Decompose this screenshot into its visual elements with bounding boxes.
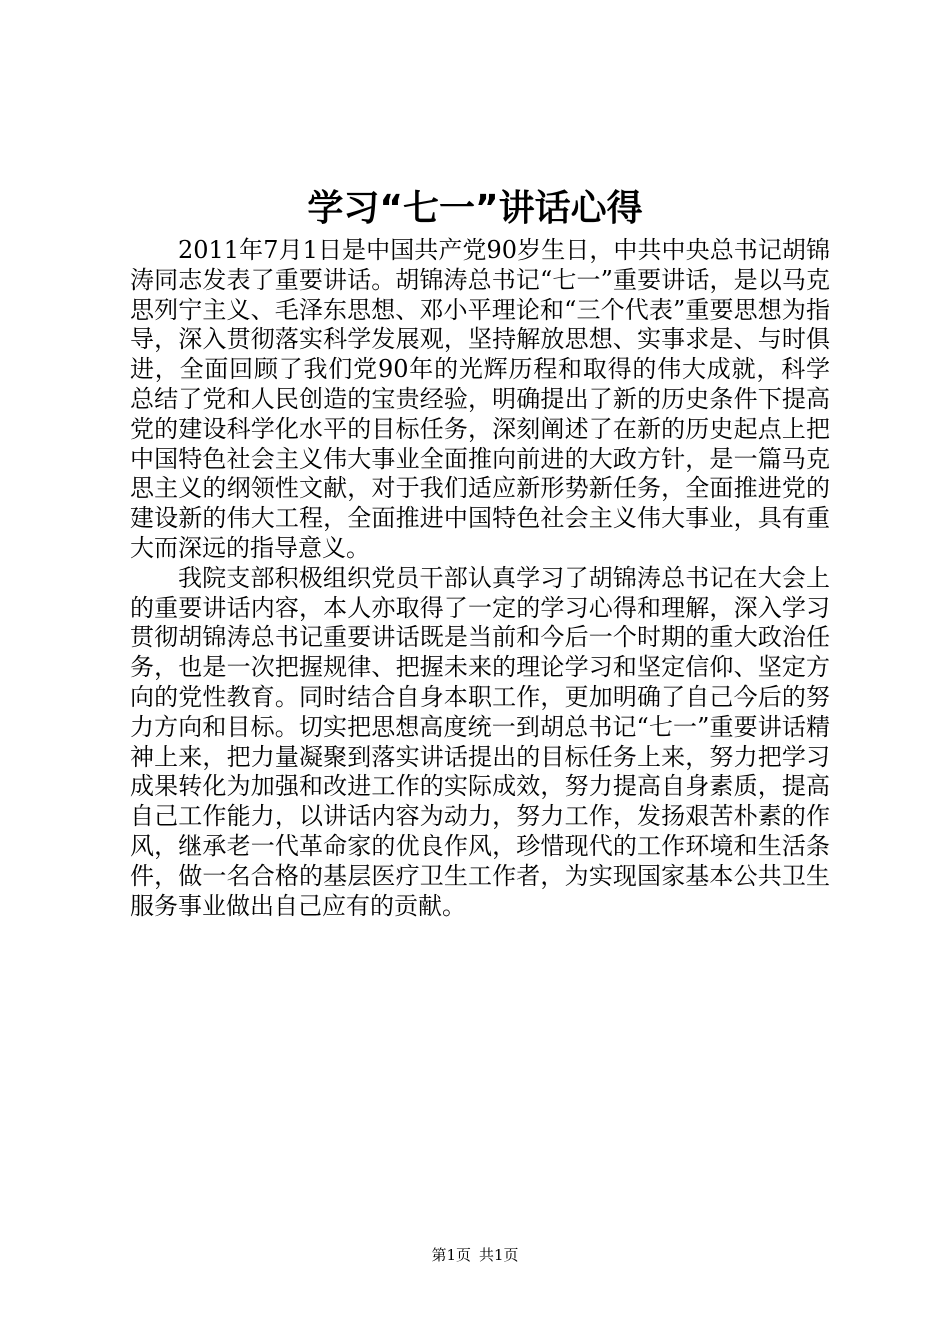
document-title: 学习“七一”讲话心得 <box>307 188 643 229</box>
page-total: 共1页 <box>479 1246 519 1264</box>
body-paragraph-2: 我院支部积极组织党员干部认真学习了胡锦涛总书记在大会上的重要讲话内容，本人亦取得了一定的学习心得和理解，深入学习贯彻胡锦涛总书记重要讲话既是当前和今后一个时期的重大政治任务，也是一次把握规律、把握未来的理论学习和坚定信仰、坚定方向的党性教育。同时结合自身本职工作，更加明确了自己今后的努力方向和目标。切实把思想高度统一到胡总书记“七一”重要讲话精神上来，把力量凝聚到落实讲话提出的目标任务上来，努力把学习成果转化为加强和改进工作的实际成效，努力提高自身素质，提高自己工作能力，以讲话内容为动力，努力工作，发扬艰苦朴素的作风，继承老一代革命家的优良作风，珍惜现代的工作环境和生活条件，做一名合格的基层医疗卫生工作者，为实现国家基本公共卫生服务事业做出自己应有的贡献。 <box>130 563 830 920</box>
page-number: 第1页 <box>431 1246 471 1264</box>
page-footer <box>0 1245 950 1265</box>
document-body <box>130 236 830 921</box>
body-paragraph-1: 2011年7月1日是中国共产党90岁生日，中共中央总书记胡锦涛同志发表了重要讲话。胡锦涛总书记“七一”重要讲话，是以马克思列宁主义、毛泽东思想、邓小平理论和“三个代表”重要思想为指导，深入贯彻落实科学发展观，坚持解放思想、实事求是、与时俱进，全面回顾了我们党90年的光辉历程和取得的伟大成就，科学总结了党和人民创造的宝贵经验，明确提出了新的历史条件下提高党的建设科学化水平的目标任务，深刻阐述了在新的历史起点上把中国特色社会主义伟大事业全面推向前进的大政方针，是一篇马克思主义的纲领性文献，对于我们适应新形势新任务，全面推进党的建设新的伟大工程，全面推进中国特色社会主义伟大事业，具有重大而深远的指导意义。 <box>130 236 830 562</box>
